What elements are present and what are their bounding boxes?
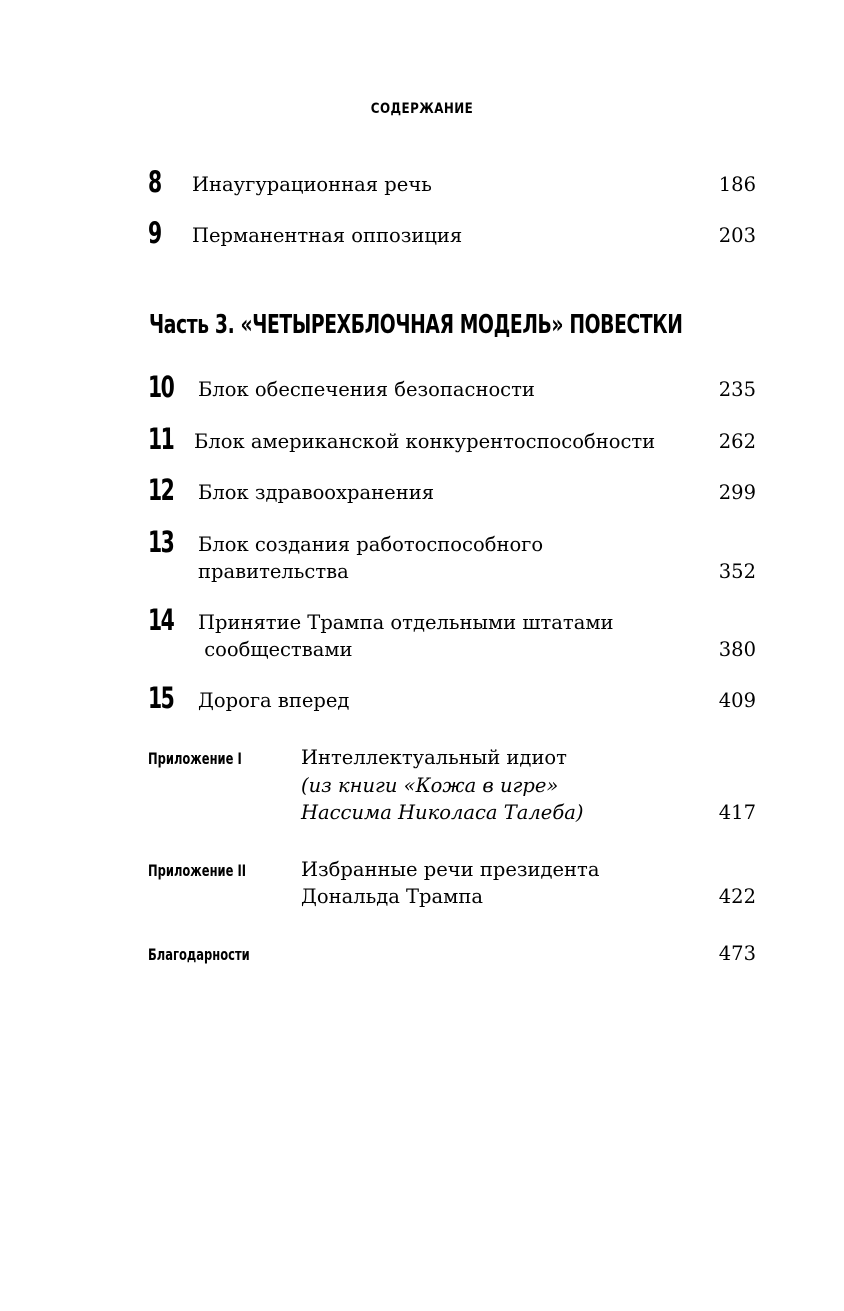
appendix-title: Интеллектуальный идиот [301,746,567,769]
page-number: 299 [718,481,756,504]
appendix-title-line: Дональда Трампа [301,885,483,908]
part-heading: Часть 3. «ЧЕТЫРЕХБЛОЧНАЯ МОДЕЛЬ» ПОВЕСТКИ [149,310,683,340]
chapter-title-line: правительства [198,560,349,583]
chapter-number: 13 [148,525,174,559]
acknowledgements-label: Благодарности [148,945,250,964]
chapter-number: 9 [148,216,161,250]
chapter-title-line: сообществами [198,638,353,661]
chapter-title: Блок обеспечения безопасности [198,378,535,401]
page-number: 473 [718,942,756,965]
chapter-number: 10 [148,370,174,404]
chapter-title-line: Блок создания работоспособного [198,533,544,556]
page-number: 262 [718,430,756,453]
page-number: 417 [718,801,756,824]
page-number: 235 [718,378,756,401]
chapter-number: 12 [148,473,174,507]
chapter-number: 15 [148,681,174,715]
page-number: 380 [718,638,756,661]
chapter-title-line: Принятие Трампа отдельными штатами [198,611,614,634]
chapter-title: Перманентная оппозиция [192,224,463,247]
page-number: 409 [718,689,756,712]
appendix-title: Избранные речи президента [301,858,600,881]
page-number: 203 [718,224,756,247]
appendix-label: Приложение II [148,861,247,880]
appendix-subtitle: (из книги «Кожа в игре» [301,774,559,797]
running-header: СОДЕРЖАНИЕ [370,101,474,117]
chapter-number: 14 [148,603,174,637]
chapter-title: Блок американской конкурентоспособности [194,430,656,453]
chapter-title: Дорога вперед [198,689,350,712]
appendix-subtitle: Нассима Николаса Талеба) [301,801,584,824]
appendix-label: Приложение I [148,749,242,768]
chapter-number: 8 [148,165,161,199]
chapter-title: Блок здравоохранения [198,481,434,504]
page-number: 352 [718,560,756,583]
chapter-number: 11 [148,422,174,456]
page-number: 186 [718,173,756,196]
page-number: 422 [718,885,756,908]
chapter-title: Инаугурационная речь [192,173,432,196]
